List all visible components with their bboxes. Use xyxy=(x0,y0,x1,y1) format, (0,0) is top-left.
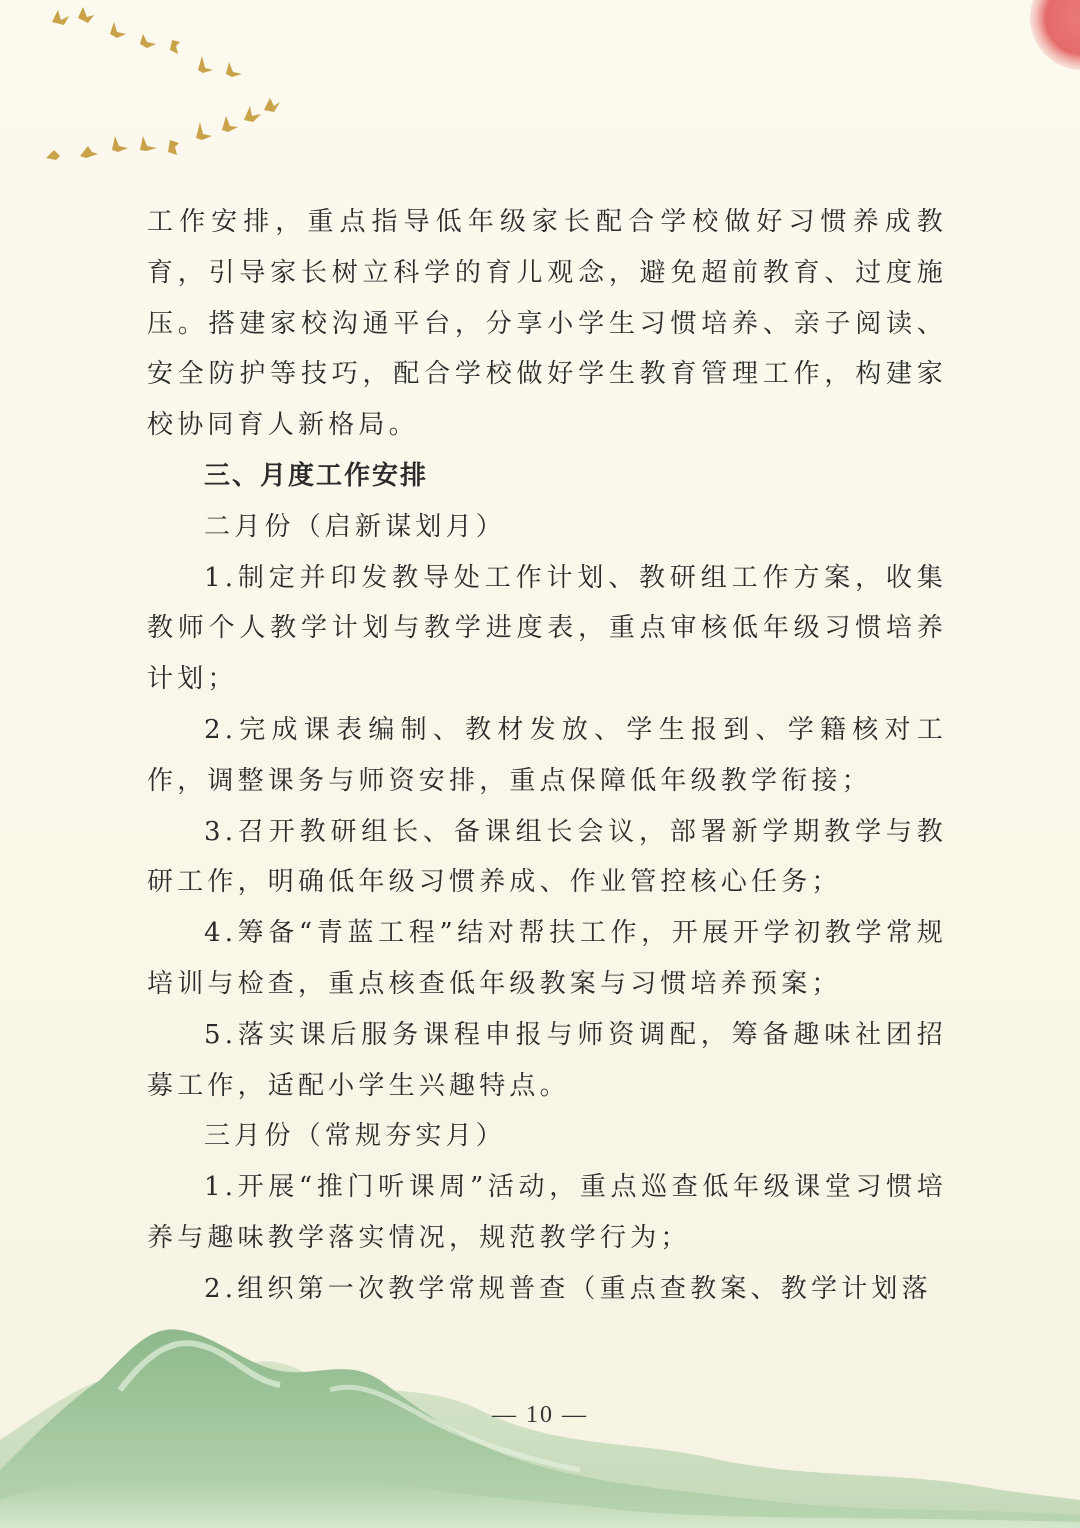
sun-decoration xyxy=(1030,0,1080,70)
paragraph-7: 5.落实课后服务课程申报与师资调配，筹备趣味社团招募工作，适配小学生兴趣特点。 xyxy=(147,1019,947,1101)
bird-flock-bottom xyxy=(46,98,280,160)
document-body xyxy=(147,197,947,1315)
month-heading-february: 二月份（启新谋划月） xyxy=(204,511,507,542)
paragraph-9: 1.开展“推门听课周”活动，重点巡查低年级课堂习惯培养与趣味教学落实情况，规范教学行为； xyxy=(147,1172,947,1253)
page-number: — 10 — xyxy=(492,1402,588,1428)
section-heading: 三、月度工作安排 xyxy=(204,460,429,491)
paragraph-5: 3.召开教研组长、备课组长会议，部署新学期教学与教研工作，明确低年级习惯养成、作业管控核心任务； xyxy=(147,816,947,898)
paragraph-10: 2.组织第一次教学常规普查（重点查教案、教学计划落 xyxy=(204,1273,932,1304)
paragraph-0: 工作安排，重点指导低年级家长配合学校做好习惯养成教育，引导家长树立科学的育儿观念，避免超前教育、过度施压。搭建家校沟通平台，分享小学生习惯培养、亲子阅读、安全防护等技巧，配合学校做好学生教育管理工作，构建家校协同育人新格局。 xyxy=(147,207,947,441)
paragraph-3: 1.制定并印发教导处工作计划、教研组工作方案，收集教师个人教学计划与教学进度表，重点审核低年级习惯培养计划； xyxy=(147,562,947,695)
paragraph-4: 2.完成课表编制、教材发放、学生报到、学籍核对工作，调整课务与师资安排，重点保障低年级教学衔接； xyxy=(147,714,947,796)
month-heading-march: 三月份（常规夯实月） xyxy=(204,1121,507,1152)
bird-flock-top xyxy=(52,7,242,77)
paragraph-6: 4.筹备“青蓝工程”结对帮扶工作，开展开学初教学常规培训与检查，重点核查低年级教案与习惯培养预案； xyxy=(147,918,947,999)
